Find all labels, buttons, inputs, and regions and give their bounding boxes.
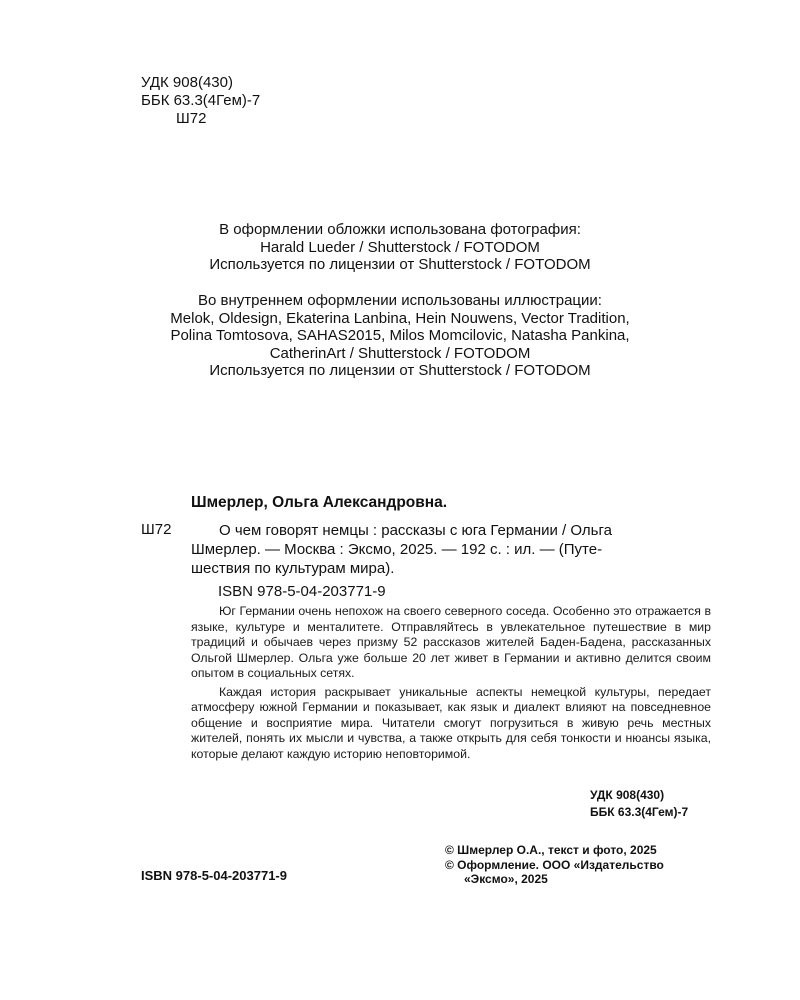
- copyright-line: «Эксмо», 2025: [464, 872, 548, 886]
- bbk-code: ББК 63.3(4Гем)-7: [141, 92, 261, 109]
- annotation-paragraph: Юг Германии очень непохож на своего северного соседа. Особенно это отражается в языке, культуре и менталитете. Отправляйтесь в увлекательное путешествие в мир традиций и обычаев через призму 52 рассказов жителей Баден-Бадена, рассказанных Ольгой Шмерлер. Ольга уже больше 20 лет живет в Германии и активно делится своим опытом в социальных сетях.: [191, 604, 711, 680]
- copyright-block: [445, 843, 664, 887]
- classification-codes: [141, 74, 260, 128]
- udk-code: УДК 908(430): [141, 74, 233, 91]
- description-line: О чем говорят немцы : рассказы с юга Германии / Ольга: [219, 522, 612, 539]
- inner-credit-line: Во внутреннем оформлении использованы иллюстрации:: [198, 292, 602, 309]
- footer-bbk: ББК 63.3(4Гем)-7: [590, 805, 689, 819]
- cover-credit-line: Harald Lueder / Shutterstock / FOTODOM: [260, 238, 540, 256]
- cover-credit-line: Используется по лицензии от Shutterstock / FOTODOM: [209, 256, 591, 273]
- inner-credit-line: CatherinArt / Shutterstock / FOTODOM: [269, 344, 531, 362]
- inner-credit-line: Используется по лицензии от Shutterstock / FOTODOM: [209, 362, 591, 379]
- description-line: Шмерлер. — Москва : Эксмо, 2025. — 192 с. : ил. — (Путе-: [191, 541, 603, 558]
- cover-credits: [120, 221, 680, 274]
- bottom-isbn: ISBN 978-5-04-203771-9: [141, 868, 287, 883]
- copyright-line: © Оформление. ООО «Издательство: [445, 857, 664, 872]
- inner-credit-line: Polina Tomtosova, SAHAS2015, Milos Momcilovic, Natasha Pankina,: [170, 327, 630, 344]
- footer-udk: УДК 908(430): [590, 788, 665, 802]
- bibliography-description: [191, 521, 711, 578]
- footer-codes: [590, 787, 688, 821]
- cover-credit-line: В оформлении обложки использована фотография:: [219, 221, 581, 238]
- copyright-line: © Шмерлер О.А., текст и фото, 2025: [445, 843, 657, 857]
- annotation: [191, 604, 711, 762]
- author-code: Ш72: [176, 110, 207, 127]
- description-line: шествия по культурам мира).: [191, 560, 395, 577]
- inner-credit-line: Melok, Oldesign, Ekaterina Lanbina, Hein Nouwens, Vector Tradition,: [170, 309, 630, 327]
- annotation-paragraph: Каждая история раскрывает уникальные аспекты немецкой культуры, передает атмосферу южной Германии и показывает, как язык и диалект влияют на повседневное общение и восприятие мира. Читатели смогут погрузиться в живую речь местных жителей, понять их мысли и чувства, а также открыть для себя тонкости и нюансы языка, которые делают каждую историю неповторимой.: [191, 684, 711, 761]
- inner-credits: [120, 292, 680, 380]
- bibliography-code: Ш72: [141, 521, 172, 538]
- bibliography-author: Шмерлер, Ольга Александровна.: [191, 494, 448, 511]
- bibliography-isbn: ISBN 978-5-04-203771-9: [218, 583, 386, 600]
